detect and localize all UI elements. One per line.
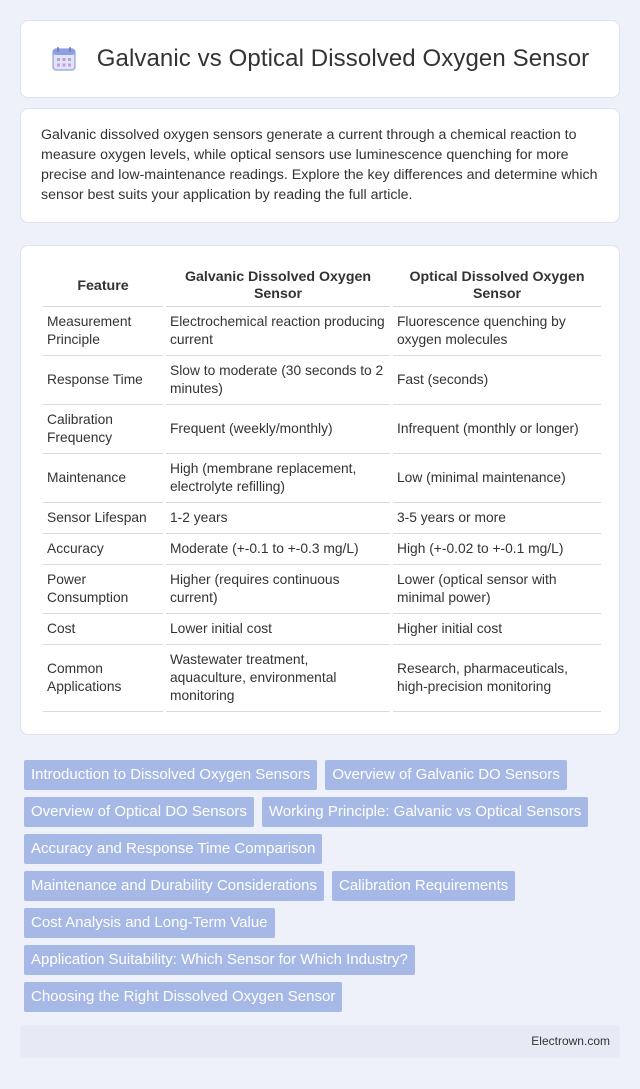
table-row [43,645,601,712]
table-cell-feature: Maintenance [43,454,163,503]
topic-row [24,945,624,975]
table-cell-galvanic: High (membrane replacement, electrolyte refilling) [166,454,390,503]
comparison-table [40,266,604,712]
table-cell-galvanic: Higher (requires continuous current) [166,565,390,614]
table-cell-feature: Sensor Lifespan [43,503,163,534]
comparison-table-card [20,245,620,735]
topic-link-calibration[interactable]: Calibration Requirements [332,871,515,901]
table-row [43,356,601,405]
table-cell-galvanic: Moderate (+-0.1 to +-0.3 mg/L) [166,534,390,565]
table-cell-feature: Power Consumption [43,565,163,614]
topic-row [24,908,624,938]
header-feature: Feature [43,266,163,307]
topic-link-maintenance[interactable]: Maintenance and Durability Considerations [24,871,324,901]
table-row [43,503,601,534]
table-cell-optical: High (+-0.02 to +-0.1 mg/L) [393,534,601,565]
table-cell-galvanic: 1-2 years [166,503,390,534]
table-cell-optical: Fast (seconds) [393,356,601,405]
table-cell-galvanic: Wastewater treatment, aquaculture, environmental monitoring [166,645,390,712]
header-galvanic: Galvanic Dissolved Oxygen Sensor [166,266,390,307]
topic-link-cost[interactable]: Cost Analysis and Long-Term Value [24,908,275,938]
table-row [43,405,601,454]
table-cell-feature: Cost [43,614,163,645]
topic-link-galvanic-overview[interactable]: Overview of Galvanic DO Sensors [325,760,567,790]
header-optical: Optical Dissolved Oxygen Sensor [393,266,601,307]
topic-row [24,871,624,901]
table-row [43,307,601,356]
table-cell-optical: Higher initial cost [393,614,601,645]
table-row [43,614,601,645]
table-cell-feature: Response Time [43,356,163,405]
table-cell-optical: Fluorescence quenching by oxygen molecules [393,307,601,356]
intro-text: Galvanic dissolved oxygen sensors generate a current through a chemical reaction to measure oxygen levels, while optical sensors use luminescence quenching for more precise and low-maintenance readings. Explore the key differences and determine which sensor best suits your application by reading the full article. [41,127,598,203]
topic-link-choosing[interactable]: Choosing the Right Dissolved Oxygen Sensor [24,982,342,1012]
table-cell-optical: 3-5 years or more [393,503,601,534]
table-cell-feature: Calibration Frequency [43,405,163,454]
calendar-grid-icon [51,46,77,72]
table-row [43,454,601,503]
header-card [20,20,620,98]
topic-link-introduction[interactable]: Introduction to Dissolved Oxygen Sensors [24,760,317,790]
topic-row [24,760,624,790]
table-cell-galvanic: Electrochemical reaction producing current [166,307,390,356]
footer-site-link[interactable]: Electrown.com [531,1034,610,1048]
table-header-row [43,266,601,307]
topic-links [24,760,624,1019]
table-cell-optical: Research, pharmaceuticals, high-precision monitoring [393,645,601,712]
topic-link-working-principle[interactable]: Working Principle: Galvanic vs Optical Sensors [262,797,588,827]
table-cell-feature: Measurement Principle [43,307,163,356]
topic-link-application[interactable]: Application Suitability: Which Sensor for Which Industry? [24,945,415,975]
topic-row [24,797,624,827]
footer [20,1025,620,1058]
table-row [43,534,601,565]
topic-link-optical-overview[interactable]: Overview of Optical DO Sensors [24,797,254,827]
table-row [43,565,601,614]
table-cell-galvanic: Lower initial cost [166,614,390,645]
topic-row [24,982,624,1012]
topic-link-accuracy[interactable]: Accuracy and Response Time Comparison [24,834,322,864]
table-cell-feature: Common Applications [43,645,163,712]
table-cell-galvanic: Slow to moderate (30 seconds to 2 minutes) [166,356,390,405]
table-cell-optical: Low (minimal maintenance) [393,454,601,503]
table-cell-optical: Lower (optical sensor with minimal power) [393,565,601,614]
topic-row [24,834,624,864]
intro-card [20,108,620,223]
page-title: Galvanic vs Optical Dissolved Oxygen Sensor [96,45,590,72]
table-cell-optical: Infrequent (monthly or longer) [393,405,601,454]
table-cell-galvanic: Frequent (weekly/monthly) [166,405,390,454]
table-cell-feature: Accuracy [43,534,163,565]
